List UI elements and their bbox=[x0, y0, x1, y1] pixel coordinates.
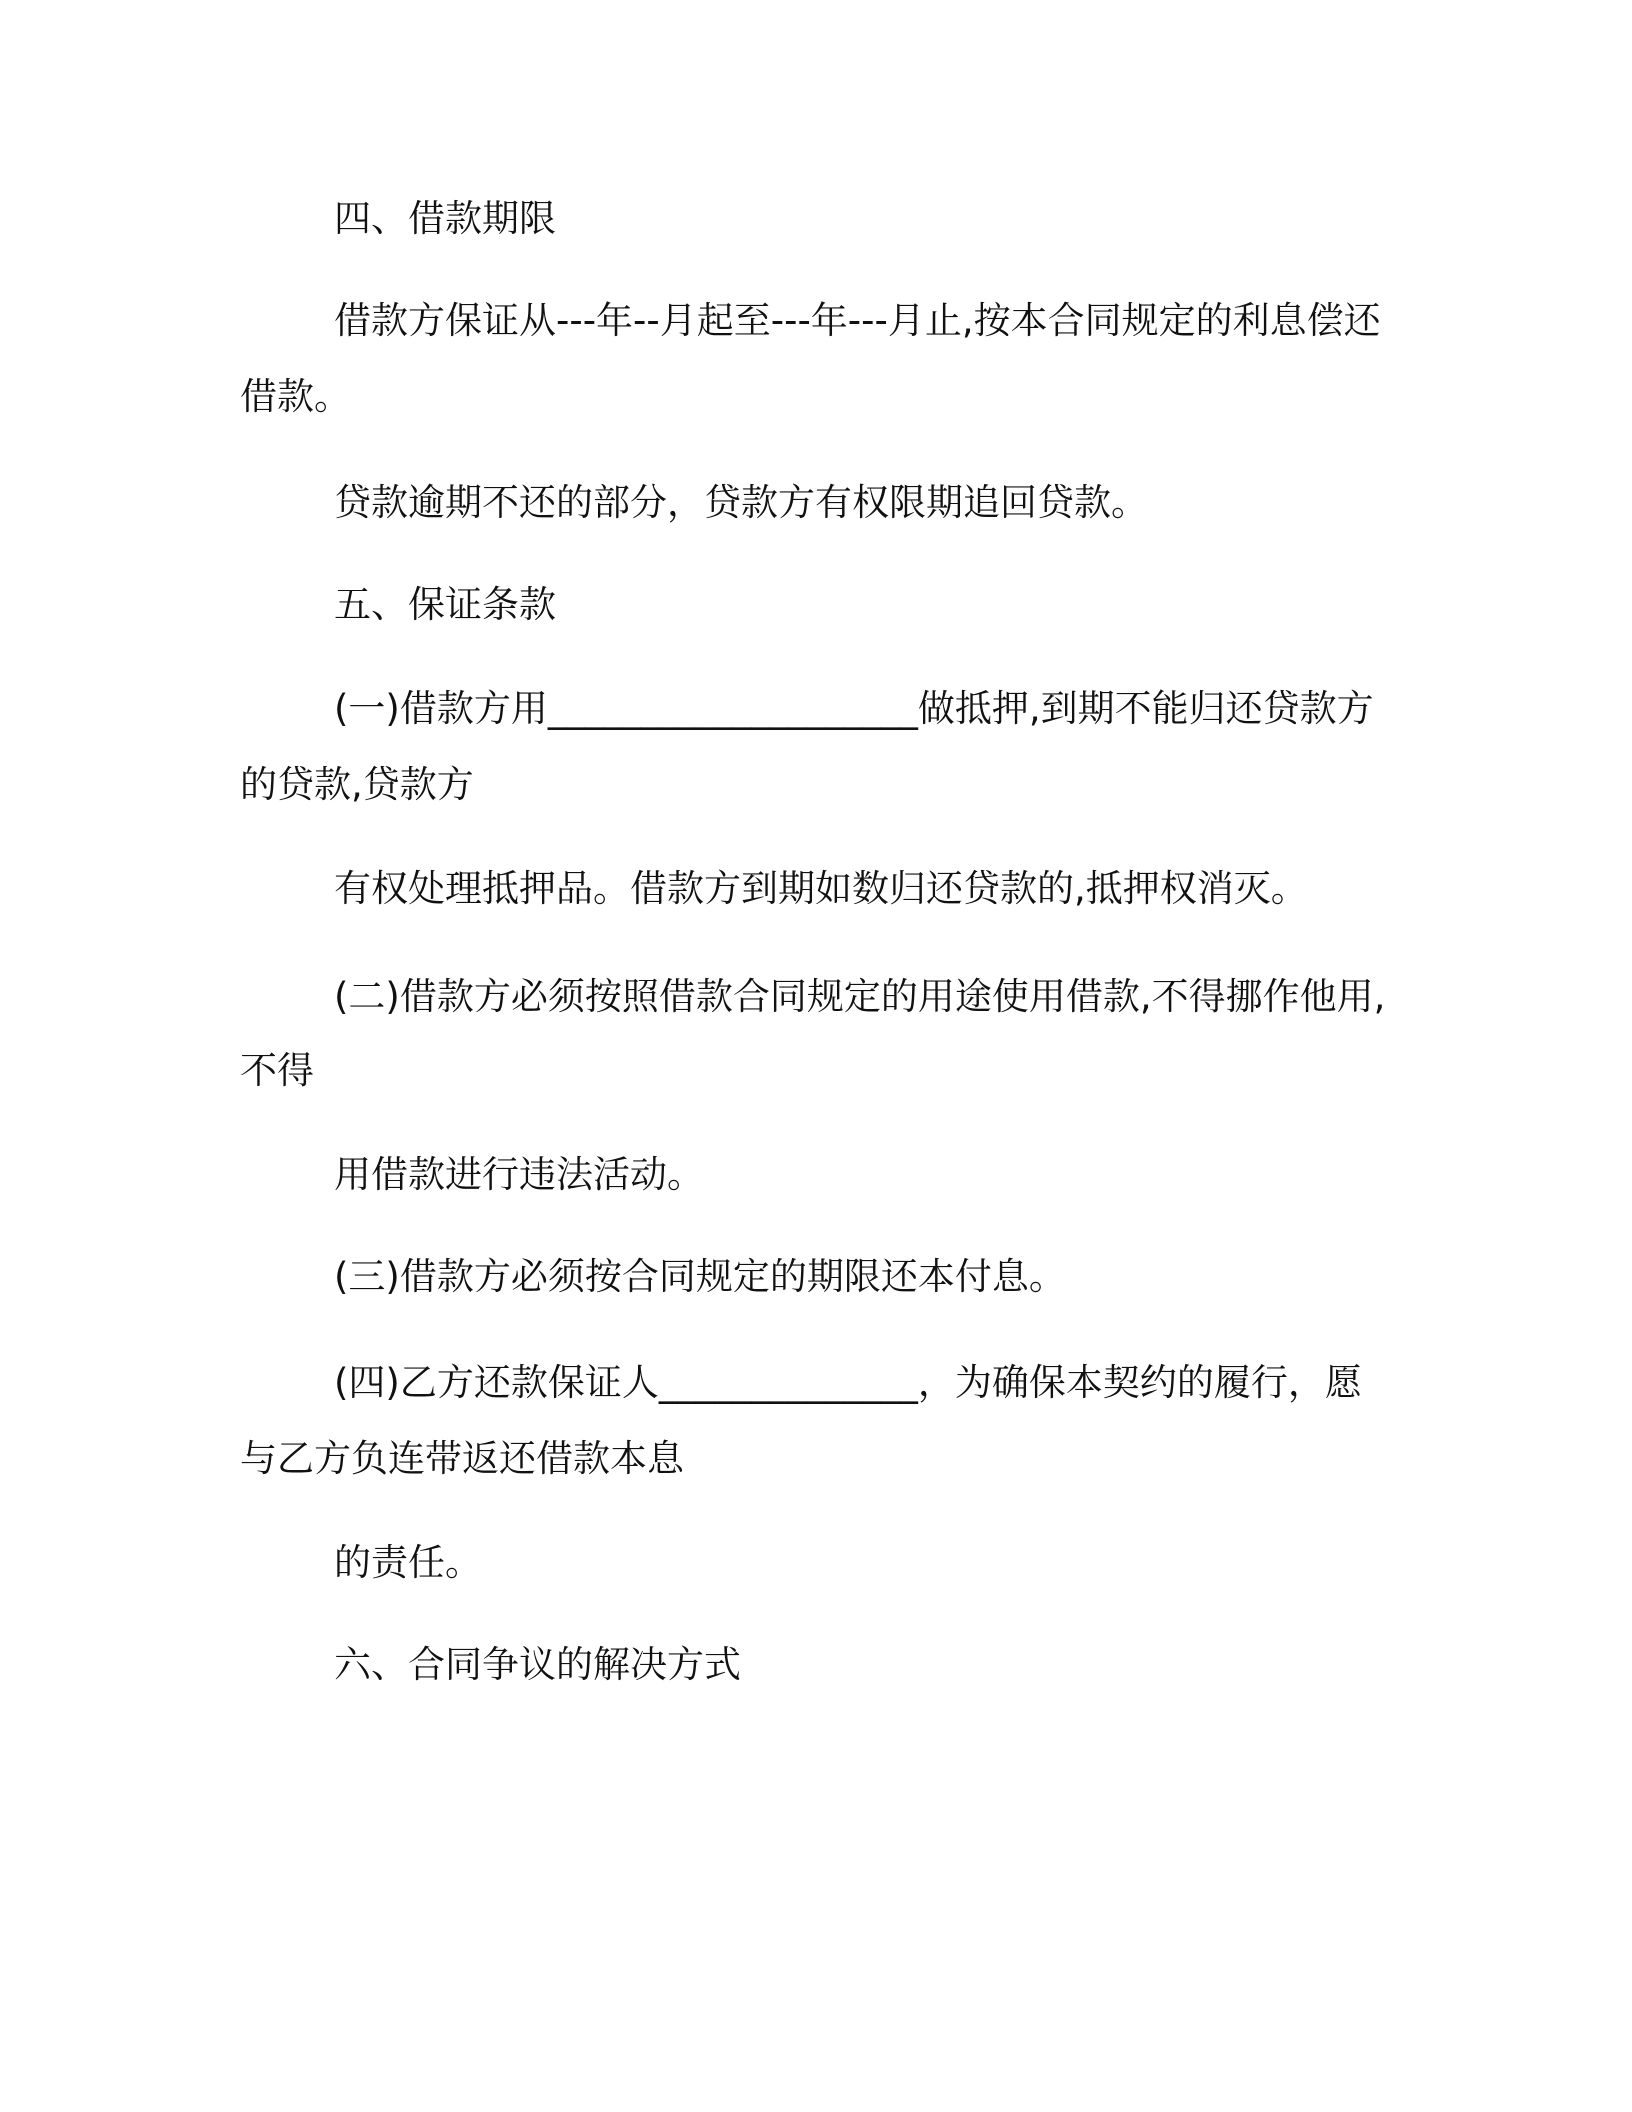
paragraph-line: (二)借款方必须按照借款合同规定的用途使用借款,不得挪作他用, bbox=[334, 975, 1386, 1018]
paragraph-line: 的贷款,贷款方 bbox=[240, 763, 474, 806]
paragraph-line: 有权处理抵押品。借款方到期如数归还贷款的,抵押权消灭。 bbox=[334, 867, 1308, 910]
section-heading-dispute-resolution: 六、合同争议的解决方式 bbox=[334, 1643, 741, 1686]
paragraph-line: 不得 bbox=[240, 1049, 314, 1092]
paragraph-line: (三)借款方必须按合同规定的期限还本付息。 bbox=[334, 1255, 1066, 1298]
paragraph-line: 贷款逾期不还的部分，贷款方有权限期追回贷款。 bbox=[334, 481, 1148, 524]
paragraph-line: 的责任。 bbox=[334, 1541, 482, 1584]
paragraph-line: 用借款进行违法活动。 bbox=[334, 1153, 704, 1196]
paragraph-line: (四)乙方还款保证人______________，为确保本契约的履行，愿 bbox=[334, 1361, 1362, 1404]
paragraph-line: 借款方保证从---年--月起至---年---月止,按本合同规定的利息偿还 bbox=[334, 299, 1381, 342]
paragraph-line: 与乙方负连带返还借款本息 bbox=[240, 1437, 684, 1480]
paragraph-line: 借款。 bbox=[240, 375, 351, 418]
section-heading-guarantee: 五、保证条款 bbox=[334, 583, 556, 626]
section-heading-loan-term: 四、借款期限 bbox=[334, 197, 556, 240]
paragraph-line: (一)借款方用____________________做抵押,到期不能归还贷款方 bbox=[334, 687, 1374, 730]
